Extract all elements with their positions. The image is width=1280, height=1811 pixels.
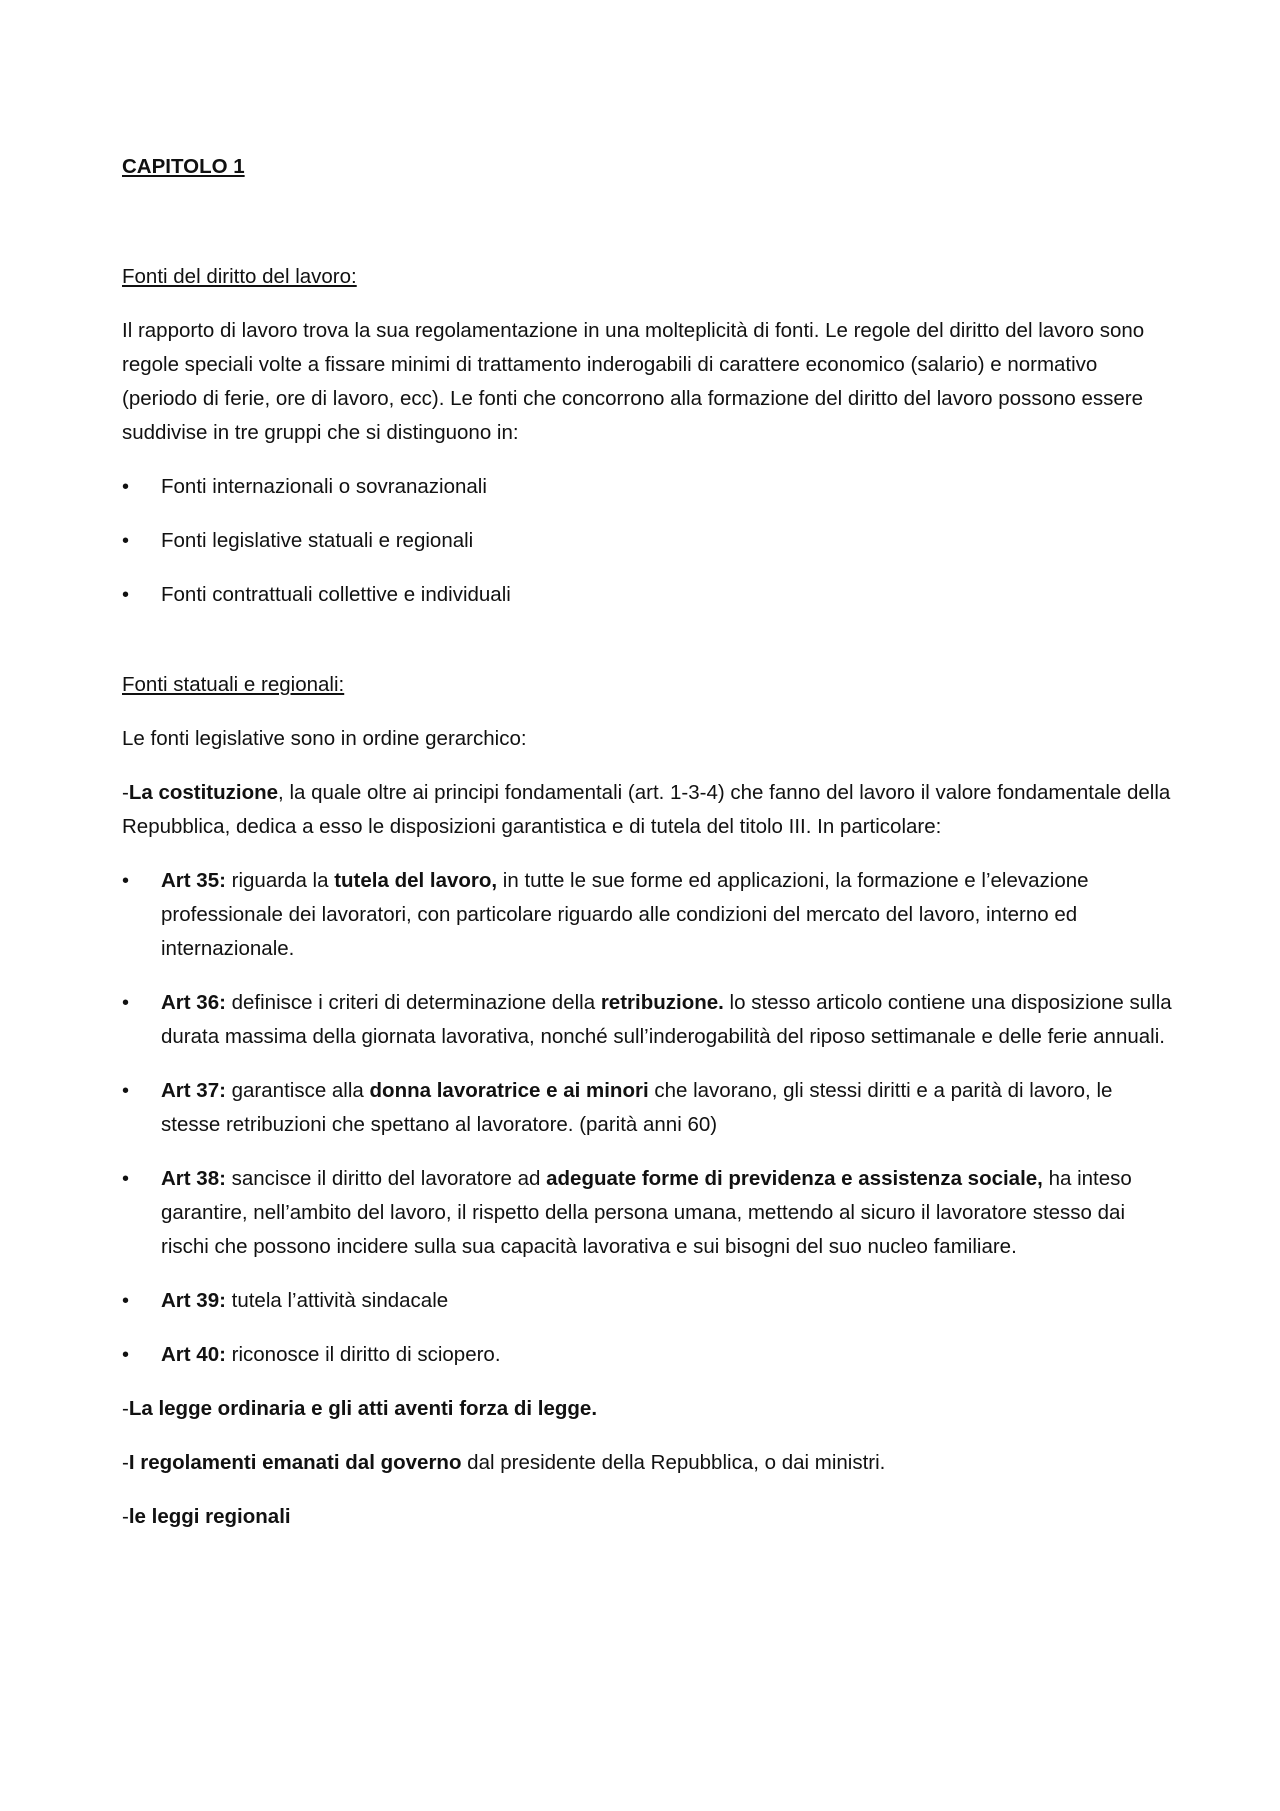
section-title-fonti-statuali: Fonti statuali e regionali: <box>122 673 345 696</box>
article-item-36: • Art 36: definisce i criteri di determinazione della retribuzione. lo stesso articolo contiene una disposizione sulla durata massima della giornata lavorativa, nonché sull’inderogabilità del riposo settimanale e delle ferie annuali. <box>122 986 1172 1054</box>
hierarchy-intro: Le fonti legislative sono in ordine gerarchico: <box>122 727 527 750</box>
costituzione-paragraph: -La costituzione, la quale oltre ai principi fondamentali (art. 1-3-4) che fanno del lavoro il valore fondamentale della Repubblica, dedica a esso le disposizioni garantistica e di tutela del titolo III. In particolare: <box>122 781 1171 838</box>
bullet-icon: • <box>122 1290 130 1312</box>
document-page <box>122 150 1172 1554</box>
article-item-39: • Art 39: tutela l’attività sindacale <box>122 1284 1172 1318</box>
leggi-regionali-line: -le leggi regionali <box>122 1505 291 1528</box>
articles-list <box>122 864 1172 1372</box>
bullet-icon: • <box>122 870 130 892</box>
section-intro-paragraph: Il rapporto di lavoro trova la sua regolamentazione in una molteplicità di fonti. Le regole del diritto del lavoro sono regole speciali volte a fissare minimi di trattamento inderogabili di carattere economico (salario) e normativo (periodo di ferie, ore di lavoro, ecc). Le fonti che concorrono alla formazione del diritto del lavoro possono essere suddivise in tre gruppi che si distinguono in: <box>122 319 1145 444</box>
list-item: • Fonti contrattuali collettive e individuali <box>122 578 1172 612</box>
list-item: • Fonti legislative statuali e regionali <box>122 524 1172 558</box>
article-item-35: • Art 35: riguarda la tutela del lavoro, in tutte le sue forme ed applicazioni, la formazione e l’elevazione professionale dei lavoratori, con particolare riguardo alle condizioni del mercato del lavoro, interno ed internazionale. <box>122 864 1172 966</box>
article-item-38: • Art 38: sancisce il diritto del lavoratore ad adeguate forme di previdenza e assistenza sociale, ha inteso garantire, nell’ambito del lavoro, il rispetto della persona umana, mettendo al sicuro il lavoratore stesso dai rischi che possono incidere sulla sua capacità lavorativa e sui bisogni del suo nucleo familiare. <box>122 1162 1172 1264</box>
legge-ordinaria-line: -La legge ordinaria e gli atti aventi forza di legge. <box>122 1397 598 1420</box>
fonti-groups-list <box>122 470 1172 612</box>
bullet-icon: • <box>122 1344 130 1366</box>
bullet-icon: • <box>122 584 130 606</box>
chapter-title: CAPITOLO 1 <box>122 155 245 178</box>
bullet-icon: • <box>122 1168 130 1190</box>
article-item-40: • Art 40: riconosce il diritto di sciopero. <box>122 1338 1172 1372</box>
regolamenti-line: -I regolamenti emanati dal governo dal presidente della Repubblica, o dai ministri. <box>122 1451 886 1474</box>
bullet-icon: • <box>122 1080 130 1102</box>
bullet-icon: • <box>122 992 130 1014</box>
article-item-37: • Art 37: garantisce alla donna lavoratrice e ai minori che lavorano, gli stessi diritti e a parità di lavoro, le stesse retribuzioni che spettano al lavoratore. (parità anni 60) <box>122 1074 1172 1142</box>
bullet-icon: • <box>122 530 130 552</box>
section-title-fonti-diritto: Fonti del diritto del lavoro: <box>122 265 357 288</box>
bullet-icon: • <box>122 476 130 498</box>
list-item: • Fonti internazionali o sovranazionali <box>122 470 1172 504</box>
